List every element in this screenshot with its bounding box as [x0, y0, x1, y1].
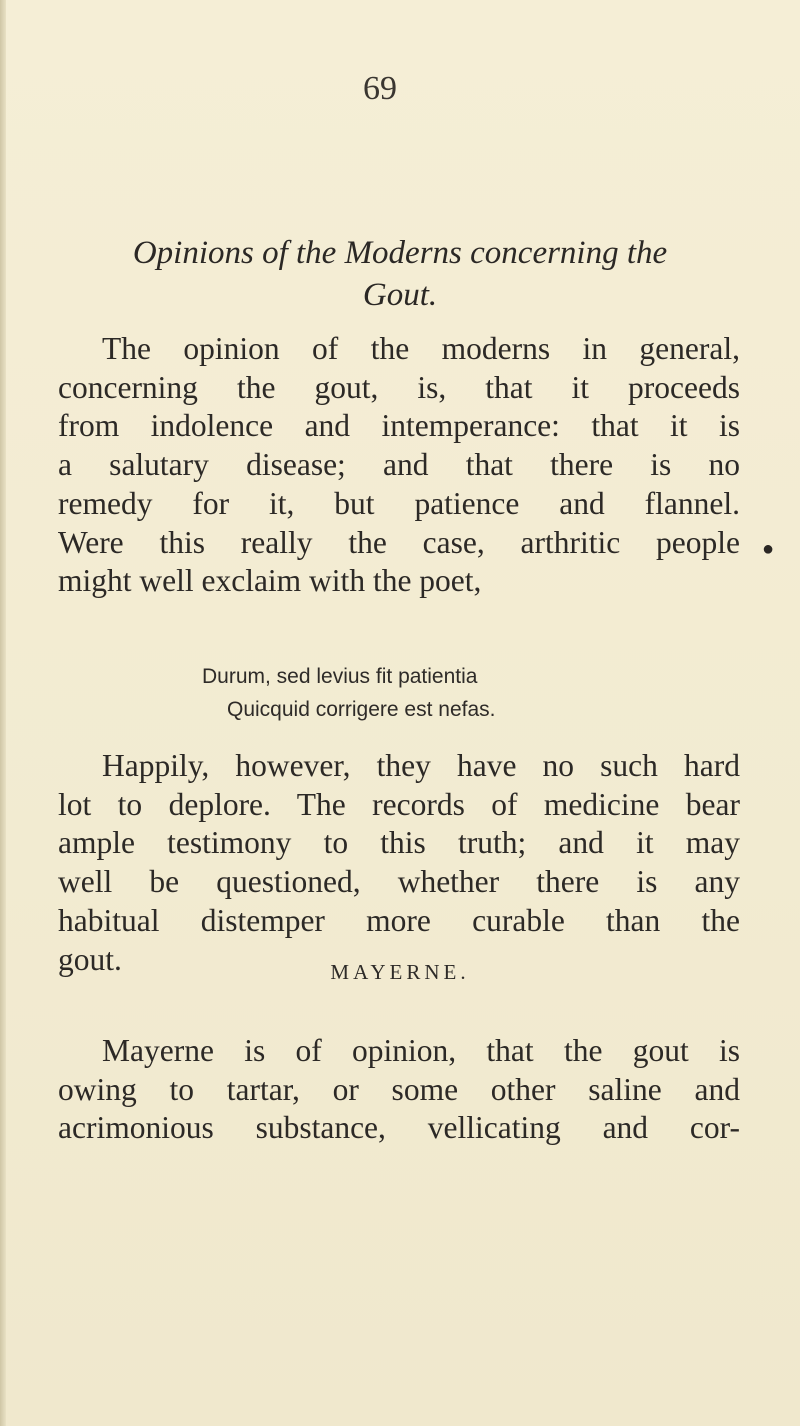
- text-line: remedy for it, but patience and flannel.: [58, 485, 740, 521]
- text-line: The opinion of the moderns in general,: [102, 331, 740, 366]
- margin-ink-mark: ●: [762, 538, 775, 560]
- text-line: Happily, however, they have no such hard: [102, 748, 740, 783]
- text-line: ample testimony to this truth; and it may: [58, 825, 740, 861]
- paragraph-mayerne: [58, 1032, 740, 1148]
- page-binding-edge: [0, 0, 6, 1426]
- text-line: Mayerne is of opinion, that the gout is: [102, 1033, 740, 1068]
- section-heading-mayerne: MAYERNE.: [330, 960, 470, 984]
- chapter-title-line-1: Opinions of the Moderns concerning the: [132, 235, 668, 271]
- text-line: well be questioned, whether there is any: [58, 864, 740, 900]
- text-line: acrimonious substance, vellicating and cor-: [58, 1110, 740, 1146]
- text-line: owing to tartar, or some other saline and: [58, 1071, 740, 1107]
- text-line: habitual distemper more curable than the: [58, 902, 740, 938]
- page-number: 69: [363, 70, 397, 107]
- text-line: lot to deplore. The records of medicine bear: [58, 786, 740, 822]
- text-line: gout.: [58, 941, 122, 977]
- text-line: from indolence and intemperance: that it is: [58, 408, 740, 444]
- paragraph-moderns-opinion: [58, 330, 740, 601]
- text-line: Were this really the case, arthritic people: [58, 524, 740, 560]
- text-line: a salutary disease; and that there is no: [58, 447, 740, 483]
- latin-quote-line-2: Quicquid corrigere est nefas.: [227, 698, 496, 721]
- text-line: concerning the gout, is, that it proceeds: [58, 369, 740, 405]
- chapter-title-line-2: Gout.: [362, 277, 438, 313]
- text-line: might well exclaim with the poet,: [58, 563, 482, 599]
- paragraph-happily: [58, 747, 740, 979]
- latin-quote-line-1: Durum, sed levius fit patientia: [202, 665, 478, 688]
